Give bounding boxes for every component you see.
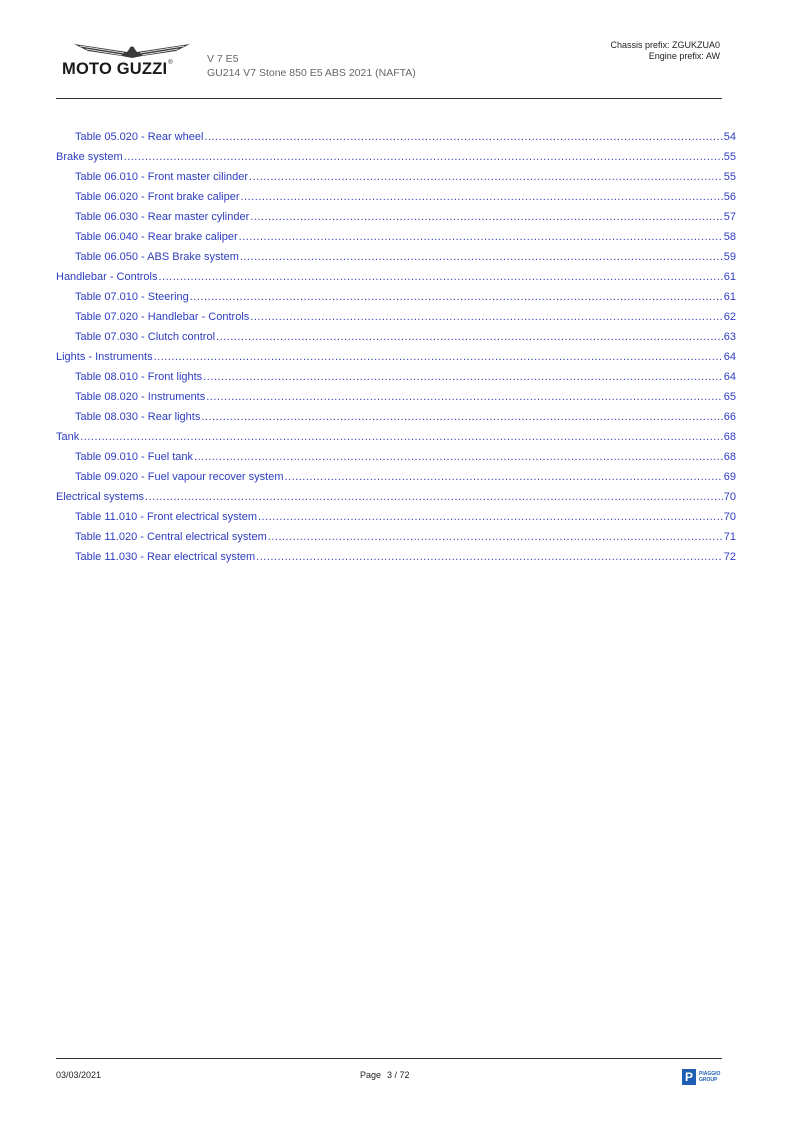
toc-entry-page: 72 [723, 551, 736, 563]
toc-entry-label: Electrical systems [56, 491, 145, 503]
toc-leader-dots [145, 491, 723, 503]
model-description: GU214 V7 Stone 850 E5 ABS 2021 (NAFTA) [207, 67, 416, 79]
toc-entry-page: 63 [723, 331, 736, 343]
toc-leader-dots [249, 171, 723, 183]
toc-entry-page: 68 [723, 451, 736, 463]
toc-leader-dots [268, 531, 723, 543]
toc-entry[interactable] [56, 331, 736, 351]
toc-entry[interactable] [56, 131, 736, 151]
piaggio-logo-text: PIAGGIO GROUP [699, 1071, 721, 1083]
toc-entry-page: 59 [723, 251, 736, 263]
toc-entry-page: 54 [723, 131, 736, 143]
toc-entry-page: 64 [723, 351, 736, 363]
toc-entry[interactable] [56, 311, 736, 331]
toc-entry[interactable] [56, 171, 736, 191]
page-label: Page [360, 1070, 382, 1080]
toc-entry-page: 69 [723, 471, 736, 483]
toc-leader-dots [250, 311, 722, 323]
toc-entry-label: Table 06.050 - ABS Brake system [75, 251, 239, 263]
toc-entry[interactable] [56, 531, 736, 551]
toc-leader-dots [80, 431, 723, 443]
toc-entry-label: Table 11.020 - Central electrical system [75, 531, 267, 543]
toc-entry-page: 61 [723, 291, 736, 303]
prefix-info [610, 40, 720, 62]
toc-entry-label: Table 11.030 - Rear electrical system [75, 551, 256, 563]
toc-leader-dots [154, 351, 723, 363]
toc-leader-dots [256, 551, 723, 563]
toc-entry[interactable] [56, 291, 736, 311]
toc-entry-page: 65 [723, 391, 736, 403]
toc-entry-label: Table 08.020 - Instruments [75, 391, 206, 403]
toc-entry[interactable] [56, 391, 736, 411]
footer-divider [56, 1058, 722, 1059]
toc-entry-label: Brake system [56, 151, 123, 163]
toc-entry-page: 71 [723, 531, 736, 543]
toc-leader-dots [203, 371, 723, 383]
toc-entry-label: Handlebar - Controls [56, 271, 158, 283]
model-code: V 7 E5 [207, 53, 239, 65]
toc-leader-dots [124, 151, 723, 163]
toc-leader-dots [206, 391, 723, 403]
toc-leader-dots [250, 211, 723, 223]
toc-entry-label: Table 09.010 - Fuel tank [75, 451, 194, 463]
toc-entry-page: 66 [723, 411, 736, 423]
model-info [207, 52, 416, 80]
toc-leader-dots [239, 231, 723, 243]
toc-leader-dots [240, 251, 723, 263]
toc-entry-page: 58 [723, 231, 736, 243]
toc-leader-dots [190, 291, 723, 303]
page-number: 3 / 72 [387, 1070, 410, 1080]
toc-entry[interactable] [56, 491, 736, 511]
toc-entry-label: Table 06.020 - Front brake caliper [75, 191, 240, 203]
toc-entry-label: Table 09.020 - Fuel vapour recover system [75, 471, 284, 483]
toc-entry[interactable] [56, 151, 736, 171]
toc-entry-label: Table 07.020 - Handlebar - Controls [75, 311, 250, 323]
footer-date: 03/03/2021 [56, 1070, 102, 1080]
toc-entry-page: 70 [723, 511, 736, 523]
toc-entry-page: 55 [723, 151, 736, 163]
toc-entry-page: 56 [723, 191, 736, 203]
toc-leader-dots [159, 271, 723, 283]
toc-leader-dots [258, 511, 723, 523]
toc-entry[interactable] [56, 411, 736, 431]
toc-entry-label: Table 06.010 - Front master cilinder [75, 171, 249, 183]
toc-entry[interactable] [56, 471, 736, 491]
toc-entry[interactable] [56, 551, 736, 571]
toc-leader-dots [194, 451, 723, 463]
toc-entry[interactable] [56, 211, 736, 231]
toc-entry[interactable] [56, 251, 736, 271]
toc-entry[interactable] [56, 511, 736, 531]
toc-entry[interactable] [56, 271, 736, 291]
eagle-wings-icon [72, 40, 192, 60]
toc-leader-dots [204, 131, 722, 143]
brand-name: MOTO GUZZI® [62, 60, 173, 78]
toc-leader-dots [240, 191, 722, 203]
toc-entry-page: 62 [723, 311, 736, 323]
header-divider [56, 98, 722, 99]
toc-entry[interactable] [56, 191, 736, 211]
toc-entry[interactable] [56, 431, 736, 451]
toc-entry-page: 55 [723, 171, 736, 183]
toc-entry-label: Table 08.030 - Rear lights [75, 411, 201, 423]
toc-entry-page: 70 [723, 491, 736, 503]
toc-entry-page: 68 [723, 431, 736, 443]
toc-leader-dots [201, 411, 722, 423]
toc-entry[interactable] [56, 351, 736, 371]
piaggio-group-logo [682, 1069, 724, 1087]
toc-entry-label: Table 08.010 - Front lights [75, 371, 203, 383]
footer-page-number [360, 1070, 410, 1080]
toc-leader-dots [216, 331, 723, 343]
toc-entry-label: Table 05.020 - Rear wheel [75, 131, 204, 143]
toc-entry[interactable] [56, 451, 736, 471]
chassis-prefix: Chassis prefix: ZGUKZUA0 [610, 40, 720, 50]
toc-entry-label: Lights - Instruments [56, 351, 153, 363]
engine-prefix: Engine prefix: AW [648, 51, 720, 61]
toc-entry-page: 64 [723, 371, 736, 383]
toc-entry[interactable] [56, 231, 736, 251]
toc-entry-label: Tank [56, 431, 80, 443]
moto-guzzi-logo [62, 40, 202, 82]
toc-entry-label: Table 06.040 - Rear brake caliper [75, 231, 238, 243]
toc-entry-page: 61 [723, 271, 736, 283]
table-of-contents [56, 131, 736, 571]
toc-entry-label: Table 07.010 - Steering [75, 291, 189, 303]
toc-entry[interactable] [56, 371, 736, 391]
toc-entry-label: Table 07.030 - Clutch control [75, 331, 216, 343]
toc-entry-page: 57 [723, 211, 736, 223]
toc-entry-label: Table 06.030 - Rear master cylinder [75, 211, 250, 223]
toc-leader-dots [285, 471, 723, 483]
piaggio-p-icon: P [682, 1069, 696, 1085]
toc-entry-label: Table 11.010 - Front electrical system [75, 511, 257, 523]
page-header [0, 0, 793, 100]
